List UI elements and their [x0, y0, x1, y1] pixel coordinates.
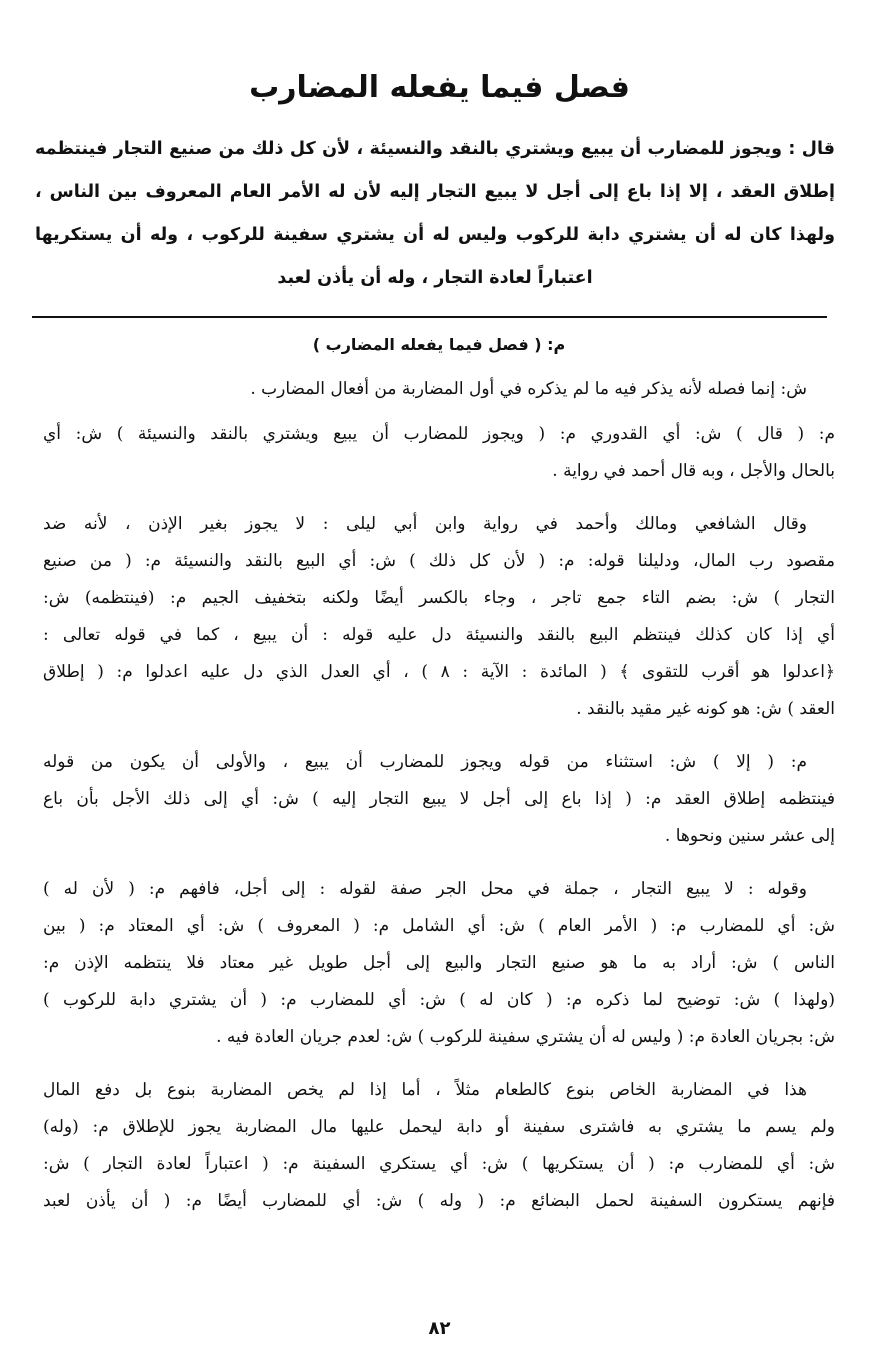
matn-text [35, 128, 835, 300]
text-line: بالحال والأجل ، وبه قال أحمد في رواية . [552, 461, 835, 481]
paragraph [43, 371, 835, 408]
text-line: ش: إنما فصله لأنه يذكر فيه ما لم يذكره في أول المضاربة من أفعال المضارب . [250, 379, 807, 399]
matn-line: اعتباراً لعادة التجار ، وله أن يأذن لعبد [277, 268, 593, 288]
paragraph [43, 506, 835, 728]
page-number: ٨٢ [428, 1318, 451, 1339]
commentary-heading [43, 326, 835, 363]
text-line: ش: بجريان العادة م: ( وليس له أن يشتري سفينة للركوب ) ش: لعدم جريان العادة فيه . [216, 1027, 835, 1047]
text-line: إلى عشر سنين ونحوها . [664, 826, 835, 846]
text-line: وقوله : لا يبيع التجار ، جملة في محل الجر صفة لقوله : إلى أجل، فافهم م: ( لأن له ) [43, 879, 807, 899]
text-line: ش: أي للمضارب م: ( الأمر العام ) ش: أي الشامل م: ( المعروف ) ش: أي المعتاد م: ( بين [43, 916, 835, 936]
matn-line: قال : ويجوز للمضارب أن يبيع ويشتري بالنقد والنسيئة ، لأن كل ذلك من صنيع التجار فينتظمه [35, 139, 835, 159]
text-line: أي إذا كان كذلك فينتظم البيع بالنقد والنسيئة دل عليه قوله : أن يبيع ، كما في قوله تعالى : [43, 625, 835, 645]
paragraph [43, 871, 835, 1056]
text-line: الناس ) ش: أراد به ما هو صنيع التجار والبيع إلى أجل طويل غير معتاد فلا ينتظمه الإذن م: [43, 953, 835, 973]
text-line: فإنهم يستكرون السفينة لحمل البضائع م: ( وله ) ش: أي للمضارب أيضًا م: ( أن يأذن لعبد [43, 1191, 835, 1211]
commentary [43, 326, 835, 1220]
paragraph [43, 744, 835, 855]
text-line: م: ( قال ) ش: أي القدوري م: ( ويجوز للمضارب أن يبيع ويشتري بالنقد والنسيئة ) ش: أي [43, 424, 835, 444]
matn-line: إطلاق العقد ، إلا إذا باع إلى أجل لا يبيع التجار إليه لأن له الأمر العام المعروف بين الناس ، [35, 182, 835, 202]
text-line: ﴿اعدلوا هو أقرب للتقوى ﴾ ( المائدة : الآية : ٨ ) ، أي العدل الذي دل عليه اعدلوا م: ( إطلاق [43, 662, 835, 682]
text-line: ش: أي للمضارب م: ( أن يستكريها ) ش: أي يستكري السفينة م: ( اعتباراً لعادة التجار ) ش: [43, 1154, 835, 1174]
separator-rule [32, 316, 827, 318]
text-line: وقال الشافعي ومالك وأحمد في رواية وابن أبي ليلى : لا يجوز بغير الإذن ، لأنه ضد [43, 514, 807, 534]
text-line: العقد ) ش: هو كونه غير مقيد بالنقد . [576, 699, 835, 719]
paragraph [43, 1072, 835, 1220]
text-line: فينتظمه إطلاق العقد م: ( إذا باع إلى أجل لا يبيع التجار إليه ) ش: أي إلى ذلك الأجل بأن باع [43, 789, 835, 809]
text-line: هذا في المضاربة الخاص بنوع كالطعام مثلاً ، أما إذا لم يخص المضاربة بنوع بل دفع المال [43, 1080, 807, 1100]
paragraph [43, 416, 835, 490]
chapter-title: فصل فيما يفعله المضارب [249, 70, 630, 105]
text-line: التجار ) ش: بضم التاء جمع تاجر ، وجاء بالكسر أيضًا ولكنه بتخفيف الجيم م: (فينتظمه) ش: [43, 588, 835, 608]
text-line: م: ( فصل فيما يفعله المضارب ) [312, 335, 566, 354]
text-line: م: ( إلا ) ش: استثناء من قوله ويجوز للمضارب أن يبيع ، والأولى أن يكون من قوله [43, 752, 807, 772]
text-line: (ولهذا ) ش: توضيح لما ذكره م: ( كان له ) ش: أي للمضارب م: ( أن يشتري دابة للركوب ) [43, 990, 835, 1010]
text-line: مقصود رب المال، ودليلنا قوله: م: ( لأن كل ذلك ) ش: أي البيع بالنقد والنسيئة م: ( من صنيع [43, 551, 835, 571]
matn-line: ولهذا كان له أن يشتري دابة للركوب وليس له أن يشتري سفينة للركوب ، وله أن يستكريها [35, 225, 835, 245]
text-line: ولم يسم ما يشتري به فاشترى سفينة أو دابة ليحمل عليها مال المضاربة يجوز للإطلاق م: (وله) [43, 1117, 835, 1137]
